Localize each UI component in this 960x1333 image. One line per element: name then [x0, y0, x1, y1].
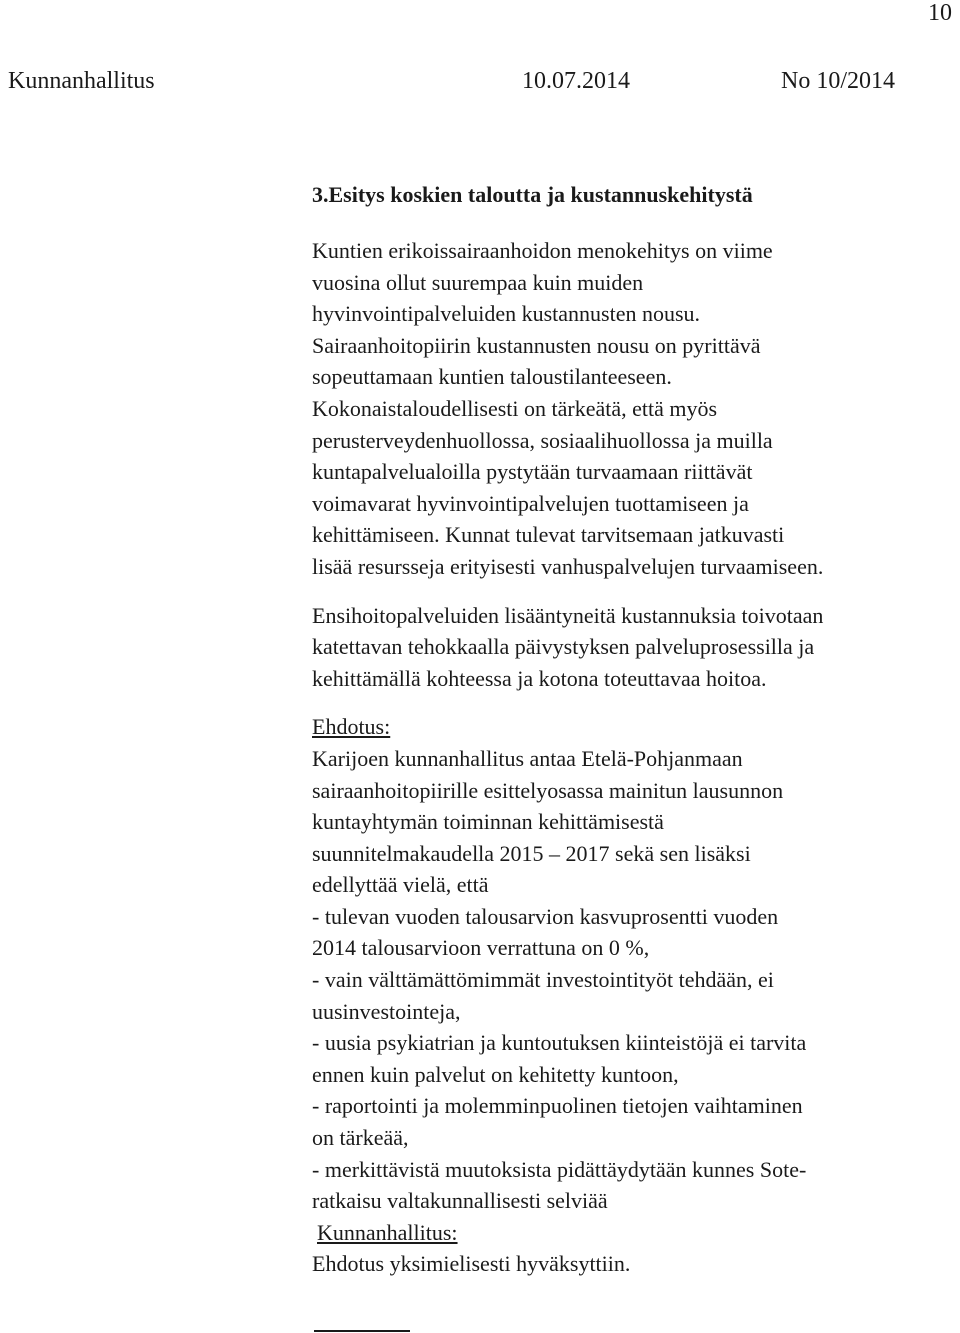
document-body — [312, 178, 957, 1280]
text-line: ennen kuin palvelut on kehitetty kuntoon, — [312, 1061, 679, 1087]
proposal-block — [312, 711, 957, 1217]
section-title: 3.Esitys koskien taloutta ja kustannuskehitystä — [312, 182, 753, 207]
decision-label: Kunnanhallitus: — [317, 1219, 458, 1245]
text-line: - vain välttämättömimmät investointityöt tehdään, ei — [312, 967, 774, 993]
text-line: edellyttää vielä, että — [312, 872, 489, 898]
paragraph-costs — [312, 235, 957, 583]
end-divider — [314, 1330, 410, 1332]
text-line: voimavarat hyvinvointipalvelujen tuottamiseen ja — [312, 490, 749, 516]
text-line: katettavan tehokkaalla päivystyksen palveluprosessilla ja — [312, 634, 815, 660]
header-organization: Kunnanhallitus — [8, 68, 155, 94]
text-line: suunnitelmakaudella 2015 – 2017 sekä sen lisäksi — [312, 840, 751, 866]
text-line: - uusia psykiatrian ja kuntoutuksen kiinteistöjä ei tarvita — [312, 1030, 807, 1056]
text-line: perusterveydenhuollossa, sosiaalihuollossa ja muilla — [312, 427, 773, 453]
text-line: - tulevan vuoden talousarvion kasvuprosentti vuoden — [312, 903, 779, 929]
decision-block — [312, 1217, 957, 1280]
text-line: kehittämiseen. Kunnat tulevat tarvitsemaan jatkuvasti — [312, 522, 785, 548]
text-line: kuntapalvelualoilla pystytään turvaamaan riittävät — [312, 459, 753, 485]
text-line: Kuntien erikoissairaanhoidon menokehitys on viime — [312, 238, 773, 263]
text-line: - merkittävistä muutoksista pidättäydytään kunnes Sote- — [312, 1156, 807, 1182]
text-line: kehittämällä kohteessa ja kotona toteuttavaa hoitoa. — [312, 665, 767, 691]
text-line: on tärkeää, — [312, 1125, 409, 1151]
text-line: hyvinvointipalveluiden kustannusten nousu. — [312, 301, 701, 327]
text-line: Karijoen kunnanhallitus antaa Etelä-Pohjanmaan — [312, 745, 743, 771]
text-line: uusinvestointeja, — [312, 998, 461, 1024]
text-line: 2014 talousarvioon verrattuna on 0 %, — [312, 935, 650, 961]
decision-text: Ehdotus yksimielisesti hyväksyttiin. — [312, 1251, 631, 1277]
header-number: No 10/2014 — [781, 68, 895, 94]
text-line: Ensihoitopalveluiden lisääntyneitä kustannuksia toivotaan — [312, 602, 824, 628]
proposal-label: Ehdotus: — [312, 714, 391, 740]
text-line: vuosina ollut suurempaa kuin muiden — [312, 269, 644, 295]
paragraph-emergency-care — [312, 600, 957, 695]
text-line: - raportointi ja molemminpuolinen tietojen vaihtaminen — [312, 1093, 803, 1119]
text-line: lisää resursseja erityisesti vanhuspalvelujen turvaamiseen. — [312, 553, 824, 579]
text-line: Sairaanhoitopiirin kustannusten nousu on pyrittävä — [312, 332, 761, 358]
text-line: sopeuttamaan kuntien taloustilanteeseen. — [312, 364, 672, 390]
text-line: ratkaisu valtakunnallisesti selviää — [312, 1188, 608, 1214]
page-number: 10 — [928, 0, 952, 26]
text-line: kuntayhtymän toiminnan kehittämisestä — [312, 809, 664, 835]
text-line: sairaanhoitopiirille esittelyosassa mainitun lausunnon — [312, 777, 784, 803]
text-line: Kokonaistaloudellisesti on tärkeätä, että myös — [312, 395, 718, 421]
header-date: 10.07.2014 — [522, 68, 630, 94]
